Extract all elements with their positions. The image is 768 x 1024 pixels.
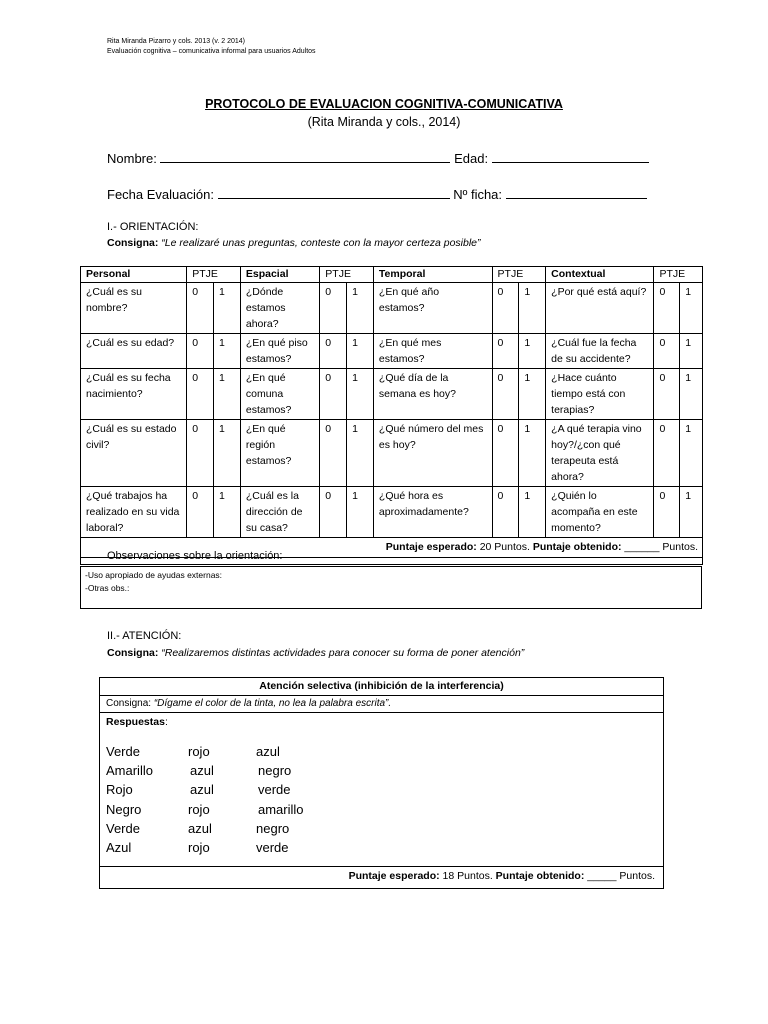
orientation-heading: I.- ORIENTACIÓN: xyxy=(107,221,199,233)
score-option-1[interactable]: 1 xyxy=(347,420,374,487)
score-option-1[interactable]: 1 xyxy=(214,334,241,369)
column-personal: Personal xyxy=(81,267,187,283)
word-row xyxy=(106,742,406,761)
column-ptje: PTJE xyxy=(320,267,374,283)
orientation-table xyxy=(80,266,703,565)
score-option-1[interactable]: 1 xyxy=(214,369,241,420)
question-cell: ¿Qué día de la semana es hoy? xyxy=(373,369,492,420)
score-option-0[interactable]: 0 xyxy=(187,334,214,369)
question-cell: ¿En qué comuna estamos? xyxy=(240,369,319,420)
score-option-1[interactable]: 1 xyxy=(214,283,241,334)
score-option-0[interactable]: 0 xyxy=(654,283,680,334)
question-cell: ¿Por qué está aquí? xyxy=(546,283,654,334)
column-ptje: PTJE xyxy=(187,267,241,283)
score-option-0[interactable]: 0 xyxy=(492,420,519,487)
orientation-row xyxy=(81,283,703,334)
date-field[interactable] xyxy=(107,187,647,202)
name-label: Nombre: xyxy=(107,151,157,166)
stroop-word: Rojo xyxy=(106,782,133,798)
expected-score-label: Puntaje esperado: xyxy=(385,541,477,553)
obtained-score-blank[interactable]: ______ xyxy=(624,541,660,553)
page-title: PROTOCOLO DE EVALUACION COGNITIVA-COMUNICATIVA xyxy=(205,97,563,111)
question-cell: ¿A qué terapia vino hoy?/¿con qué terapeuta está ahora? xyxy=(546,420,654,487)
stroop-word: rojo xyxy=(188,801,210,817)
score-option-0[interactable]: 0 xyxy=(187,283,214,334)
header-line-2: Evaluación cognitiva – comunicativa informal para usuarios Adultos xyxy=(107,48,316,55)
stroop-word: Verde xyxy=(106,820,140,836)
name-blank[interactable] xyxy=(160,151,450,163)
column-temporal: Temporal xyxy=(373,267,492,283)
question-cell: ¿En qué piso estamos? xyxy=(240,334,319,369)
stroop-word: negro xyxy=(256,820,290,836)
obtained-score-label: Puntaje obtenido: xyxy=(532,541,622,553)
orientation-row xyxy=(81,420,703,487)
score-units: Puntos. xyxy=(619,870,655,882)
selective-attention-title: Atención selectiva (inhibición de la interferencia) xyxy=(100,678,663,696)
expected-score-label: Puntaje esperado: xyxy=(348,870,440,882)
word-row xyxy=(106,780,406,799)
orientation-row xyxy=(81,369,703,420)
header-line-1: Rita Miranda Pizarro y cols. 2013 (v. 2 2014) xyxy=(107,38,245,45)
orientation-consigna xyxy=(107,237,481,249)
orientation-row xyxy=(81,487,703,538)
score-option-1[interactable]: 1 xyxy=(519,487,546,538)
score-option-1[interactable]: 1 xyxy=(519,334,546,369)
score-option-0[interactable]: 0 xyxy=(187,487,214,538)
obtained-score-label: Puntaje obtenido: xyxy=(495,870,585,882)
column-ptje: PTJE xyxy=(492,267,546,283)
question-cell: ¿Hace cuánto tiempo está con terapias? xyxy=(546,369,654,420)
stroop-word-grid xyxy=(106,742,406,857)
age-blank[interactable] xyxy=(492,151,649,163)
score-option-0[interactable]: 0 xyxy=(187,420,214,487)
score-option-0[interactable]: 0 xyxy=(320,283,347,334)
stroop-word: Negro xyxy=(106,801,142,817)
score-option-0[interactable]: 0 xyxy=(654,420,680,487)
document-header xyxy=(107,37,316,57)
file-number-blank[interactable] xyxy=(506,187,647,199)
box-consigna-text: “Dígame el color de la tinta, no lea la palabra escrita”. xyxy=(153,698,392,709)
score-option-1[interactable]: 1 xyxy=(680,283,703,334)
observation-line: -Uso apropiado de ayudas externas: xyxy=(85,570,223,580)
score-option-1[interactable]: 1 xyxy=(519,283,546,334)
score-option-0[interactable]: 0 xyxy=(320,334,347,369)
selective-attention-consigna xyxy=(100,696,663,713)
word-row xyxy=(106,800,406,819)
question-cell: ¿Cuál es su estado civil? xyxy=(81,420,187,487)
orientation-consigna-label: Consigna: xyxy=(107,237,159,249)
score-option-0[interactable]: 0 xyxy=(492,334,519,369)
stroop-word: rojo xyxy=(188,744,210,759)
question-cell: ¿Qué hora es aproximadamente? xyxy=(373,487,492,538)
page-subtitle: (Rita Miranda y cols., 2014) xyxy=(307,115,461,129)
score-option-0[interactable]: 0 xyxy=(492,487,519,538)
column-contextual: Contextual xyxy=(546,267,654,283)
name-field[interactable] xyxy=(107,151,649,166)
orientation-consigna-text: “Le realizaré unas preguntas, conteste con la mayor certeza posible” xyxy=(161,237,481,249)
score-option-0[interactable]: 0 xyxy=(492,283,519,334)
question-cell: ¿Quién lo acompaña en este momento? xyxy=(546,487,654,538)
score-option-1[interactable]: 1 xyxy=(214,420,241,487)
orientation-row xyxy=(81,334,703,369)
stroop-word: azul xyxy=(256,744,280,759)
date-blank[interactable] xyxy=(218,187,450,199)
question-cell: ¿En qué año estamos? xyxy=(373,283,492,334)
responses-label-row xyxy=(100,714,663,730)
score-units: Puntos. xyxy=(662,541,698,553)
observation-line: -Otras obs.: xyxy=(85,583,130,593)
score-option-1[interactable]: 1 xyxy=(680,487,703,538)
question-cell: ¿Dónde estamos ahora? xyxy=(240,283,319,334)
word-row xyxy=(106,761,406,780)
score-option-0[interactable]: 0 xyxy=(320,369,347,420)
score-option-1[interactable]: 1 xyxy=(519,420,546,487)
score-option-1[interactable]: 1 xyxy=(347,334,374,369)
stroop-word: azul xyxy=(190,782,214,798)
score-option-0[interactable]: 0 xyxy=(187,369,214,420)
stroop-word: azul xyxy=(190,763,214,779)
column-ptje: PTJE xyxy=(654,267,703,283)
attention-total-row xyxy=(100,866,663,888)
question-cell: ¿En qué mes estamos? xyxy=(373,334,492,369)
score-option-0[interactable]: 0 xyxy=(320,420,347,487)
score-option-1[interactable]: 1 xyxy=(347,369,374,420)
score-option-0[interactable]: 0 xyxy=(654,487,680,538)
score-option-1[interactable]: 1 xyxy=(347,487,374,538)
responses-label: Respuestas xyxy=(106,716,165,728)
obtained-score-blank[interactable]: _____ xyxy=(587,870,617,882)
score-option-0[interactable]: 0 xyxy=(320,487,347,538)
attention-heading: II.- ATENCIÓN: xyxy=(107,630,182,642)
score-option-0[interactable]: 0 xyxy=(654,334,680,369)
age-label: Edad: xyxy=(454,151,489,166)
observations-box[interactable] xyxy=(80,566,702,609)
file-number-label: Nº ficha: xyxy=(453,187,503,202)
attention-consigna-label: Consigna: xyxy=(107,647,159,659)
stroop-word: Azul xyxy=(106,839,132,855)
score-option-0[interactable]: 0 xyxy=(654,369,680,420)
stroop-word: Verde xyxy=(106,744,140,759)
question-cell: ¿Qué número del mes es hoy? xyxy=(373,420,492,487)
score-option-1[interactable]: 1 xyxy=(680,334,703,369)
stroop-word: verde xyxy=(256,839,289,855)
selective-attention-box xyxy=(99,677,664,889)
attention-consigna-text: “Realizaremos distintas actividades para conocer su forma de poner atención” xyxy=(161,647,525,659)
score-option-0[interactable]: 0 xyxy=(492,369,519,420)
score-option-1[interactable]: 1 xyxy=(680,369,703,420)
orientation-header-row xyxy=(81,267,703,283)
column-espacial: Espacial xyxy=(240,267,319,283)
stroop-word: Amarillo xyxy=(106,763,153,779)
attention-consigna xyxy=(107,647,524,659)
question-cell: ¿Qué trabajos ha realizado en su vida laboral? xyxy=(81,487,187,538)
stroop-word: amarillo xyxy=(258,801,304,817)
score-option-1[interactable]: 1 xyxy=(347,283,374,334)
question-cell: ¿Cuál es su edad? xyxy=(81,334,187,369)
question-cell: ¿Cuál es la dirección de su casa? xyxy=(240,487,319,538)
word-row xyxy=(106,819,406,838)
date-label: Fecha Evaluación: xyxy=(107,187,214,202)
score-option-1[interactable]: 1 xyxy=(680,420,703,487)
expected-score-value: 18 Puntos. xyxy=(442,870,493,882)
stroop-word: negro xyxy=(258,763,292,779)
observations-title: Observaciones sobre la orientación: xyxy=(107,550,283,562)
stroop-word: verde xyxy=(258,782,291,798)
stroop-word: rojo xyxy=(188,839,210,855)
score-option-1[interactable]: 1 xyxy=(519,369,546,420)
question-cell: ¿Cuál es su fecha nacimiento? xyxy=(81,369,187,420)
stroop-word: azul xyxy=(188,820,212,836)
word-row xyxy=(106,838,406,857)
question-cell: ¿Cuál es su nombre? xyxy=(81,283,187,334)
question-cell: ¿En qué región estamos? xyxy=(240,420,319,487)
responses-colon: : xyxy=(164,716,168,728)
expected-score-value: 20 Puntos. xyxy=(479,541,530,553)
question-cell: ¿Cuál fue la fecha de su accidente? xyxy=(546,334,654,369)
score-option-1[interactable]: 1 xyxy=(214,487,241,538)
box-consigna-label: Consigna: xyxy=(106,698,152,709)
